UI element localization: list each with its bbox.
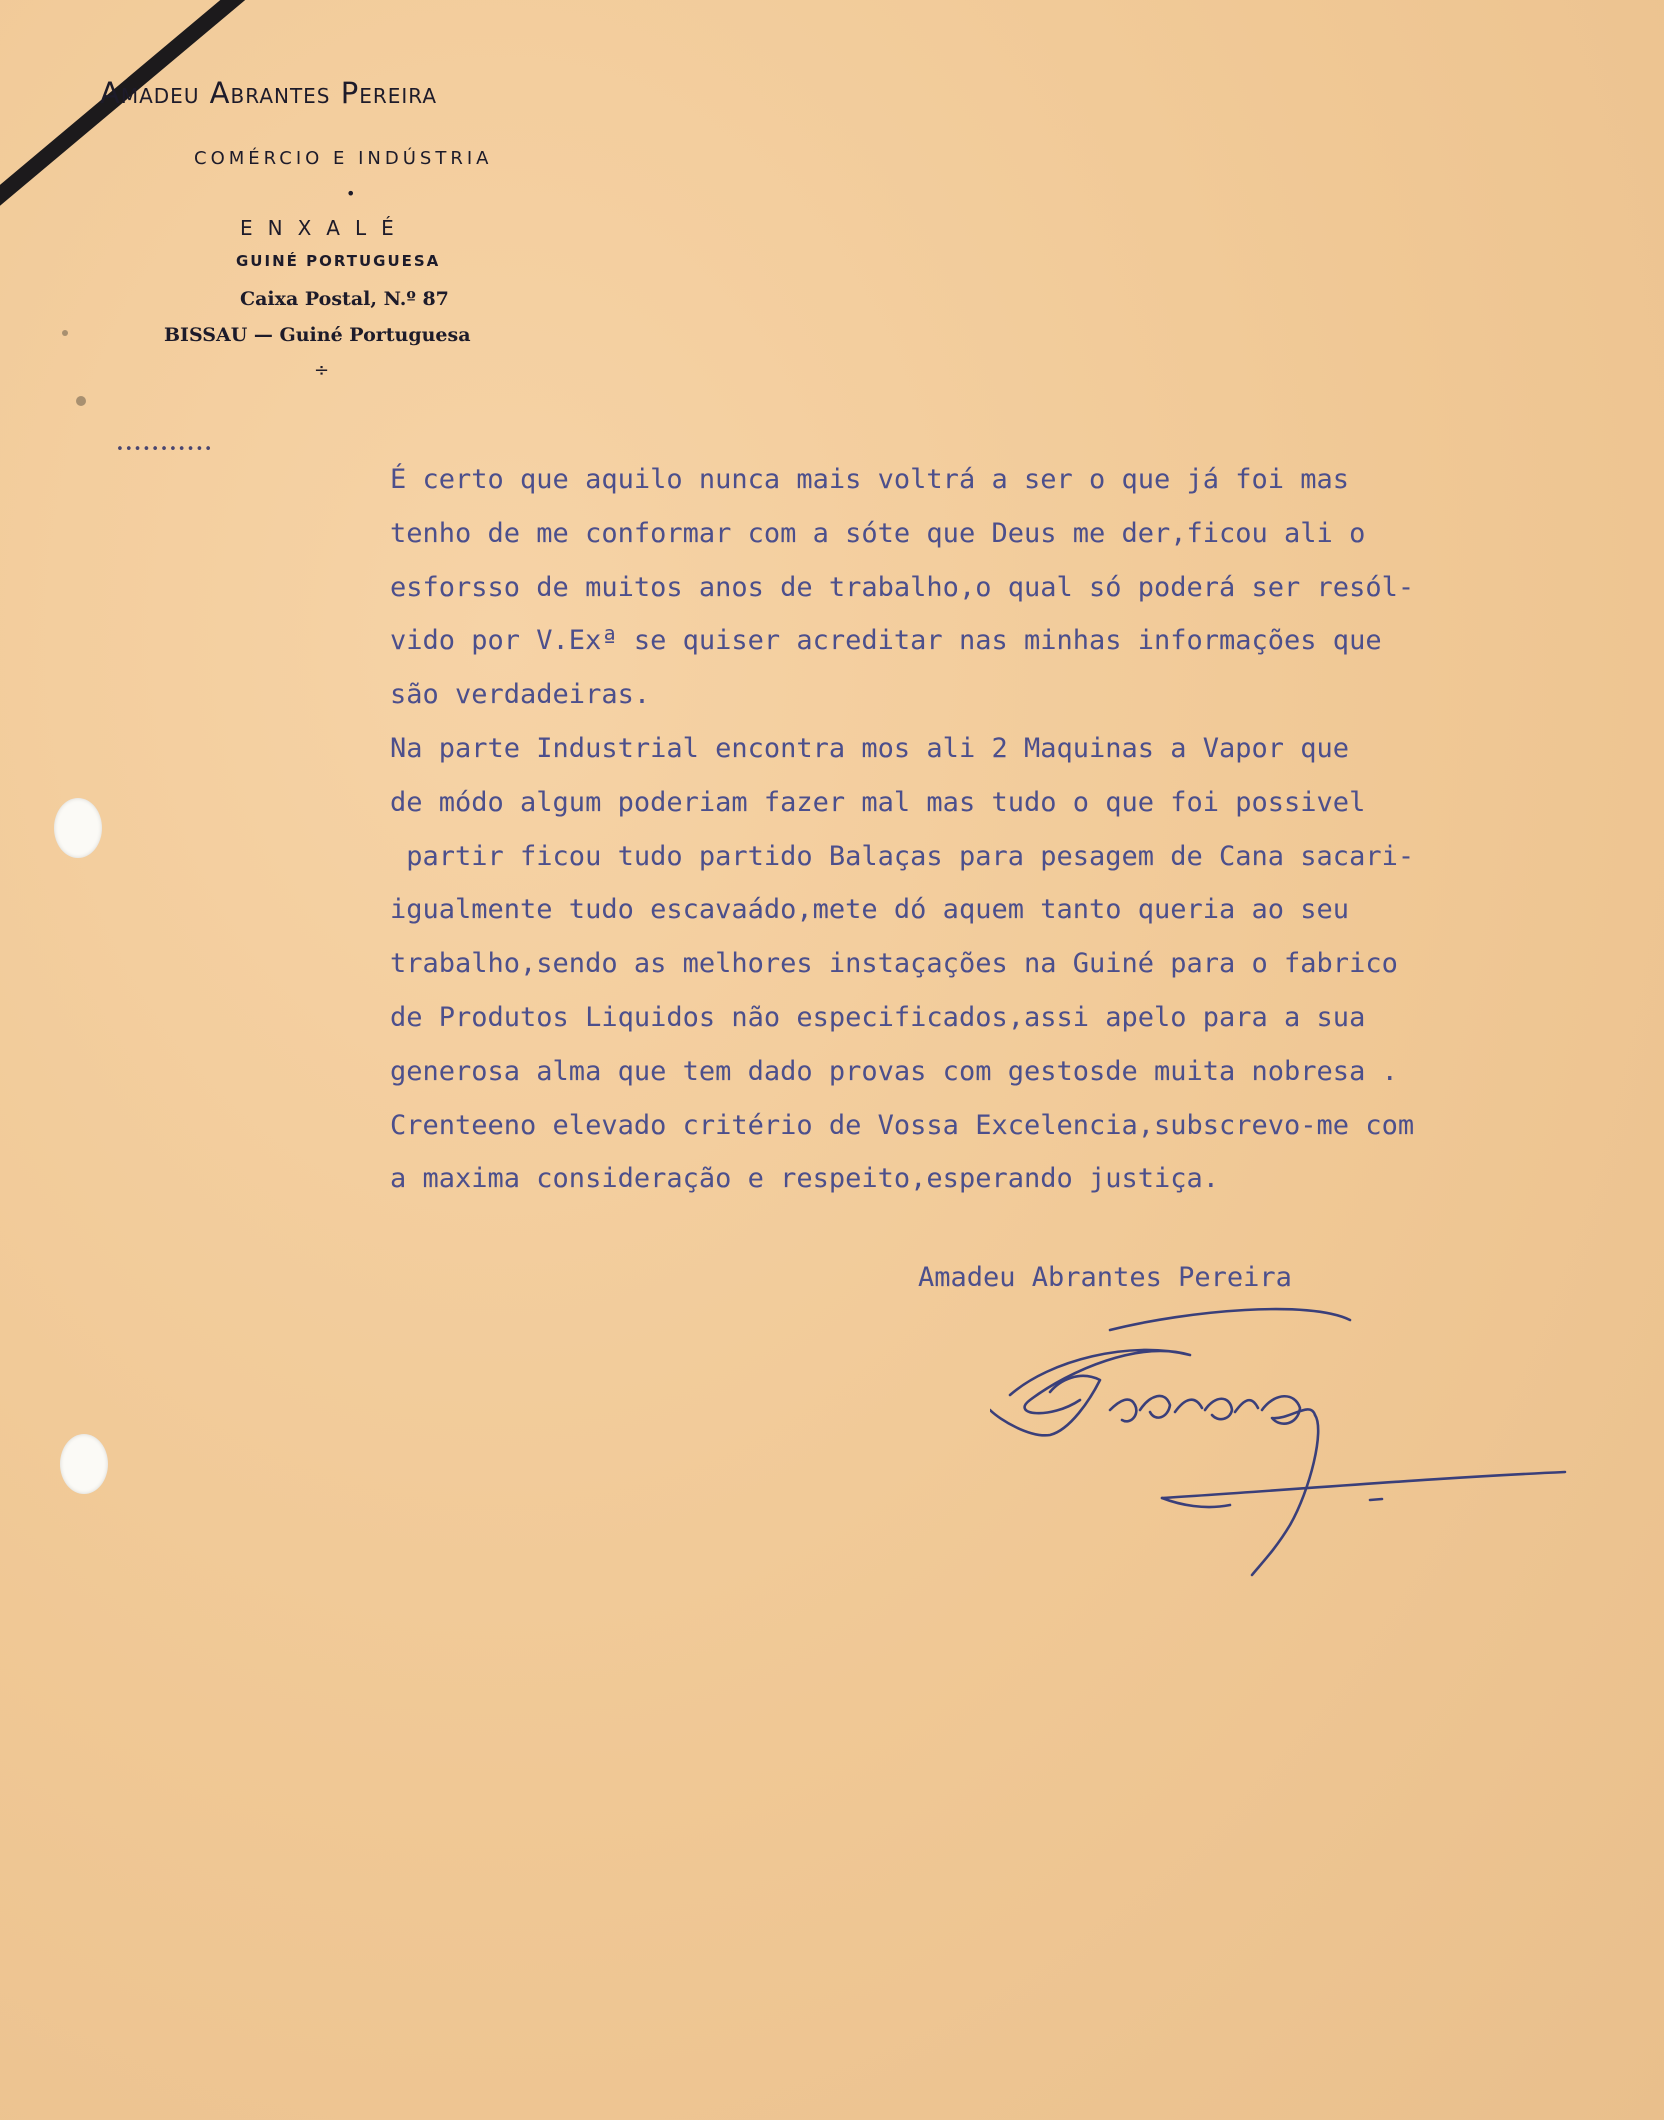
letter-body — [390, 453, 1650, 1206]
punch-hole-bottom — [60, 1434, 108, 1494]
body-line: Crenteeno elevado critério de Vossa Excelencia,subscrevo-me com — [390, 1109, 1415, 1141]
body-line: generosa alma que tem dado provas com gestosde muita nobresa . — [390, 1055, 1398, 1087]
divide-mark: ÷ — [314, 360, 330, 381]
body-line: tenho de me conformar com a sóte que Deus me der,ficou ali o — [390, 517, 1366, 549]
letterhead-separator: • — [346, 184, 356, 203]
body-line: de Produtos Liquidos não especificados,assi apelo para a sua — [390, 1001, 1366, 1033]
body-line: são verdadeiras. — [390, 679, 651, 711]
city-line: BISSAU — Guiné Portuguesa — [164, 324, 471, 346]
body-line: trabalho,sendo as melhores instaçações na Guiné para o fabrico — [390, 948, 1398, 980]
body-line: vido por V.Exª se quiser acreditar nas minhas informações que — [390, 625, 1382, 657]
punch-hole-top — [54, 798, 102, 858]
body-line: igualmente tudo escavaádo,mete dó aquem tanto queria ao seu — [390, 894, 1350, 926]
body-line: a maxima consideração e respeito,esperando justiça. — [390, 1163, 1220, 1195]
company-name: Amadeu Abrantes Pereira — [100, 76, 438, 110]
locality: ENXALÉ — [240, 216, 409, 240]
body-line: de módo algum poderiam fazer mal mas tudo o que foi possivel — [390, 786, 1366, 818]
handwritten-signature — [990, 1300, 1570, 1580]
paper-stain — [76, 396, 86, 406]
postal-box: Caixa Postal, N.º 87 — [240, 288, 449, 310]
reference-dots: ••••••••••• — [116, 442, 214, 457]
paper-stain — [62, 330, 68, 336]
body-line: partir ficou tudo partido Balaças para pesagem de Cana sacari- — [390, 840, 1415, 872]
colony-name: GUINÉ PORTUGUESA — [236, 252, 441, 270]
mourning-band — [0, 0, 253, 225]
body-line: esforsso de muitos anos de trabalho,o qual só poderá ser resól- — [390, 571, 1415, 603]
signer-name: Amadeu Abrantes Pereira — [918, 1262, 1292, 1293]
body-line: É certo que aquilo nunca mais voltrá a ser o que já foi mas — [390, 464, 1350, 495]
company-subtitle: COMÉRCIO E INDÚSTRIA — [194, 148, 493, 169]
body-line: Na parte Industrial encontra mos ali 2 Maquinas a Vapor que — [390, 732, 1350, 764]
